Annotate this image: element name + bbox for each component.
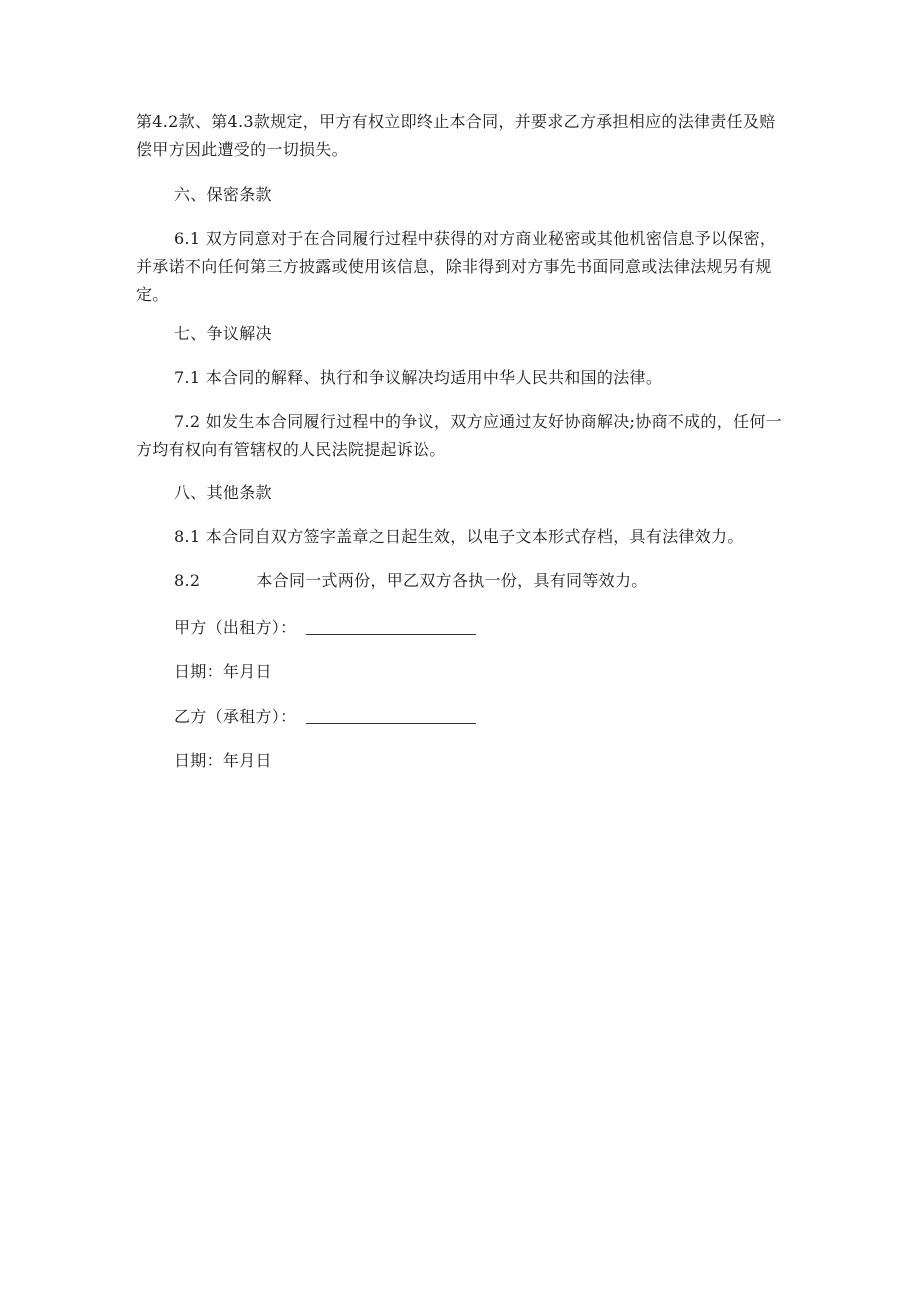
party-b-date: 日期：年月日 (174, 751, 272, 770)
clause-7-2: 7.2 如发生本合同履行过程中的争议，双方应通过友好协商解决;协商不成的，任何一方均有权向有管辖权的人民法院提起诉讼。 (136, 412, 782, 459)
party-b-signature-line[interactable] (306, 707, 476, 724)
clause-8-2-number: 8.2 (174, 571, 201, 590)
section-6-heading: 六、保密条款 (174, 185, 272, 204)
intro-paragraph: 第4.2款、第4.3款规定，甲方有权立即终止本合同，并要求乙方承担相应的法律责任及赔偿甲方因此遭受的一切损失。 (136, 112, 776, 159)
clause-8-2 (174, 567, 648, 595)
party-a-signature-row (174, 614, 476, 642)
clause-6-1: 6.1 双方同意对于在合同履行过程中获得的对方商业秘密或其他机密信息予以保密，并承诺不向任何第三方披露或使用该信息，除非得到对方事先书面同意或法律法规另有规定。 (136, 229, 777, 304)
section-7-heading: 七、争议解决 (174, 324, 272, 343)
clause-8-2-text: 本合同一式两份，甲乙双方各执一份，具有同等效力。 (256, 571, 648, 590)
clause-8-1: 8.1 本合同自双方签字盖章之日起生效，以电子文本形式存档，具有法律效力。 (174, 527, 744, 546)
party-b-signature-row (174, 703, 476, 731)
party-a-date: 日期：年月日 (174, 662, 272, 681)
party-b-label: 乙方（承租方）： (174, 707, 297, 726)
clause-7-1: 7.1 本合同的解释、执行和争议解决均适用中华人民共和国的法律。 (174, 368, 663, 387)
party-a-signature-line[interactable] (306, 618, 476, 635)
section-8-heading: 八、其他条款 (174, 483, 272, 502)
party-a-label: 甲方（出租方）： (174, 618, 297, 637)
